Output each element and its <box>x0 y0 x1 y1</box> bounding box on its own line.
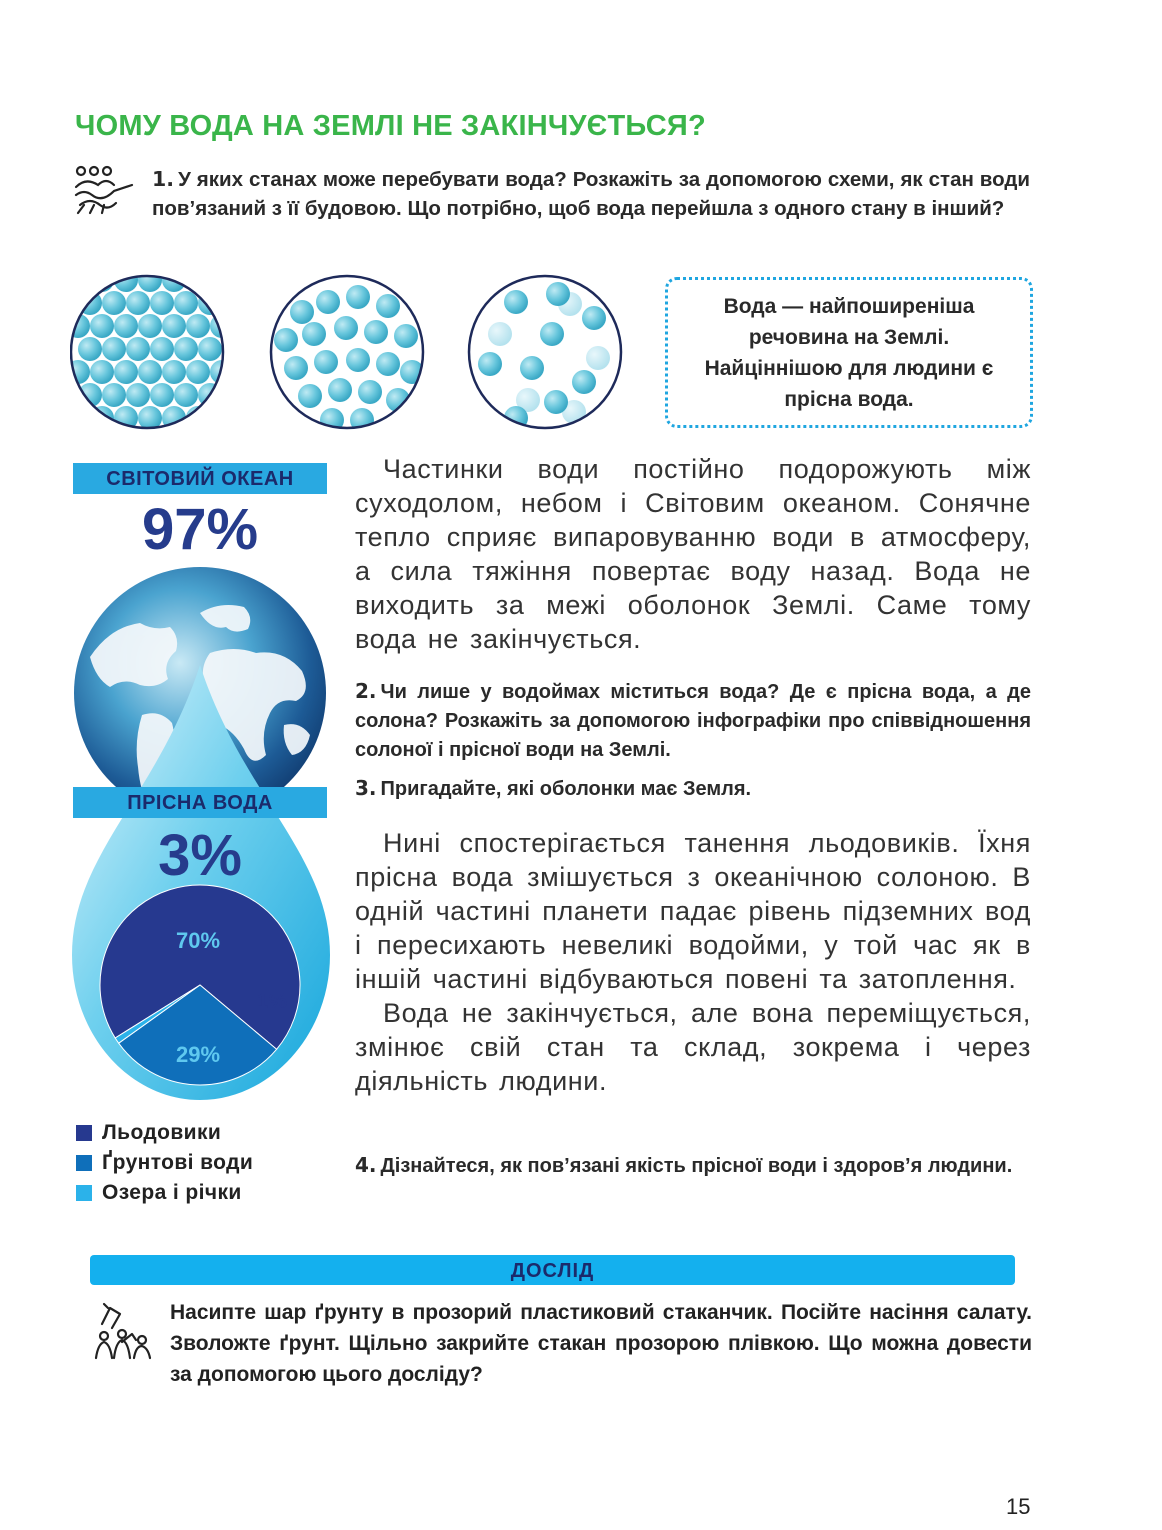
task-1-text: У яких станах може перебувати вода? Розкажіть за допомогою схеми, як стан води пов’язаний з її будовою. Що потрібно, щоб вода перейшла з одного стану в інший? <box>152 168 1030 220</box>
paragraph-3-text: Вода не закінчується, але вона переміщується, змінює свій стан та склад, зокрема і через діяльність людини. <box>355 998 1031 1096</box>
molecule <box>174 337 198 361</box>
molecule <box>234 360 258 384</box>
fresh-water-label: ПРІСНА ВОДА <box>73 787 327 818</box>
pie-label-ground: 29% <box>175 1042 221 1067</box>
legend-label: Льодовики <box>102 1121 222 1144</box>
molecule <box>126 383 150 407</box>
paragraph-2-text: Нині спостерігається танення льодовиків. Їхня прісна вода змішується з океанічною солоною. В одній частині планети падає рівень підземних вод і пересихають невеликі водойми, у той час як в іншій частині відбуваються повені та затоплення. <box>355 828 1031 994</box>
legend-item-lakes <box>76 1178 253 1208</box>
molecule <box>186 360 210 384</box>
molecule <box>162 360 186 384</box>
task-3-text: Пригадайте, які оболонки має Земля. <box>380 778 752 800</box>
molecule <box>246 383 270 407</box>
molecule <box>102 383 126 407</box>
ocean-percent: 97% <box>141 497 259 562</box>
molecule <box>150 383 174 407</box>
paragraph-1-text: Частинки води постійно подорожують між суходолом, небом і Світовим океаном. Сонячне тепло сприяє випаровуванню води в атмосферу, а сила тяжіння повертає воду назад. Вода не виходить за межі оболонок Землі. Саме тому вода не закінчується. <box>355 454 1031 654</box>
page-number: 15 <box>1006 1494 1031 1519</box>
water-states-diagram <box>70 272 630 432</box>
group-work-icon <box>72 165 138 215</box>
molecule <box>198 337 222 361</box>
task-4-text: Дізнайтеся, як пов’язані якість прісної води і здоров’я людини. <box>380 1155 1013 1177</box>
pie-label-lakes: 1% <box>256 990 288 1013</box>
molecule <box>234 272 258 292</box>
task-2-text: Чи лише у водоймах міститься вода? Де є прісна вода, а де солона? Розкажіть за допомогою інфографіки про співвідношення солоної і прісної води на Землі. <box>355 681 1031 761</box>
task-1 <box>152 165 1030 223</box>
molecule <box>222 291 246 315</box>
molecule <box>246 337 270 361</box>
task-2 <box>355 677 1031 765</box>
molecule <box>222 383 246 407</box>
molecule <box>234 406 258 430</box>
molecule <box>186 314 210 338</box>
task-3 <box>355 774 1031 804</box>
ocean-label: СВІТОВИЙ ОКЕАН <box>73 463 327 494</box>
molecule <box>138 360 162 384</box>
molecule <box>70 272 90 292</box>
molecule <box>210 272 234 292</box>
experiment-label: ДОСЛІД <box>90 1255 1015 1285</box>
task-3-number: 3. <box>355 776 377 800</box>
molecule <box>222 337 246 361</box>
experiment-icon <box>92 1300 156 1364</box>
legend-swatch <box>76 1125 92 1141</box>
legend-label: Озера і річки <box>102 1181 242 1204</box>
molecule <box>78 337 102 361</box>
molecule <box>90 360 114 384</box>
paragraph-2-3 <box>355 826 1031 1098</box>
legend-swatch <box>76 1185 92 1201</box>
paragraph-1 <box>355 452 1031 656</box>
molecule <box>234 314 258 338</box>
legend-item-ground <box>76 1148 253 1178</box>
task-1-number: 1. <box>152 167 175 191</box>
legend-item-glaciers <box>76 1118 253 1148</box>
info-box <box>665 277 1033 428</box>
molecule <box>150 291 174 315</box>
pie-label-glaciers: 70% <box>175 928 221 953</box>
gas-state-circle <box>469 276 621 430</box>
legend-swatch <box>76 1155 92 1171</box>
info-box-text: Вода — найпоширеніша речовина на Землі. Найціннішою для людини є прісна вода. <box>704 294 994 411</box>
molecule <box>174 291 198 315</box>
molecule <box>150 337 174 361</box>
molecule <box>246 291 270 315</box>
legend <box>76 1118 253 1208</box>
molecule <box>102 337 126 361</box>
liquid-state-circle <box>271 276 424 432</box>
task-2-number: 2. <box>355 679 377 703</box>
page-title: ЧОМУ ВОДА НА ЗЕМЛІ НЕ ЗАКІНЧУЄТЬСЯ? <box>75 110 706 142</box>
molecule <box>90 314 114 338</box>
task-4-number: 4. <box>355 1153 377 1177</box>
fresh-water-percent: 3% <box>158 823 242 888</box>
solid-state-circle <box>70 272 270 430</box>
molecule <box>114 314 138 338</box>
experiment-text: Насипте шар ґрунту в прозорий пластиковий стаканчик. Посійте насіння салату. Зволожте ґрунт. Щільно закрийте стакан прозорою плівкою. Що можна довести за допомогою цього досліду? <box>170 1301 1032 1386</box>
molecule <box>126 337 150 361</box>
molecule <box>174 383 198 407</box>
molecule <box>126 291 150 315</box>
molecule <box>210 406 234 430</box>
molecule <box>162 314 186 338</box>
molecule <box>114 360 138 384</box>
legend-label: Ґрунтові води <box>102 1151 254 1174</box>
molecule <box>138 314 162 338</box>
task-4 <box>355 1151 1031 1181</box>
molecule <box>102 291 126 315</box>
molecule <box>70 406 90 430</box>
